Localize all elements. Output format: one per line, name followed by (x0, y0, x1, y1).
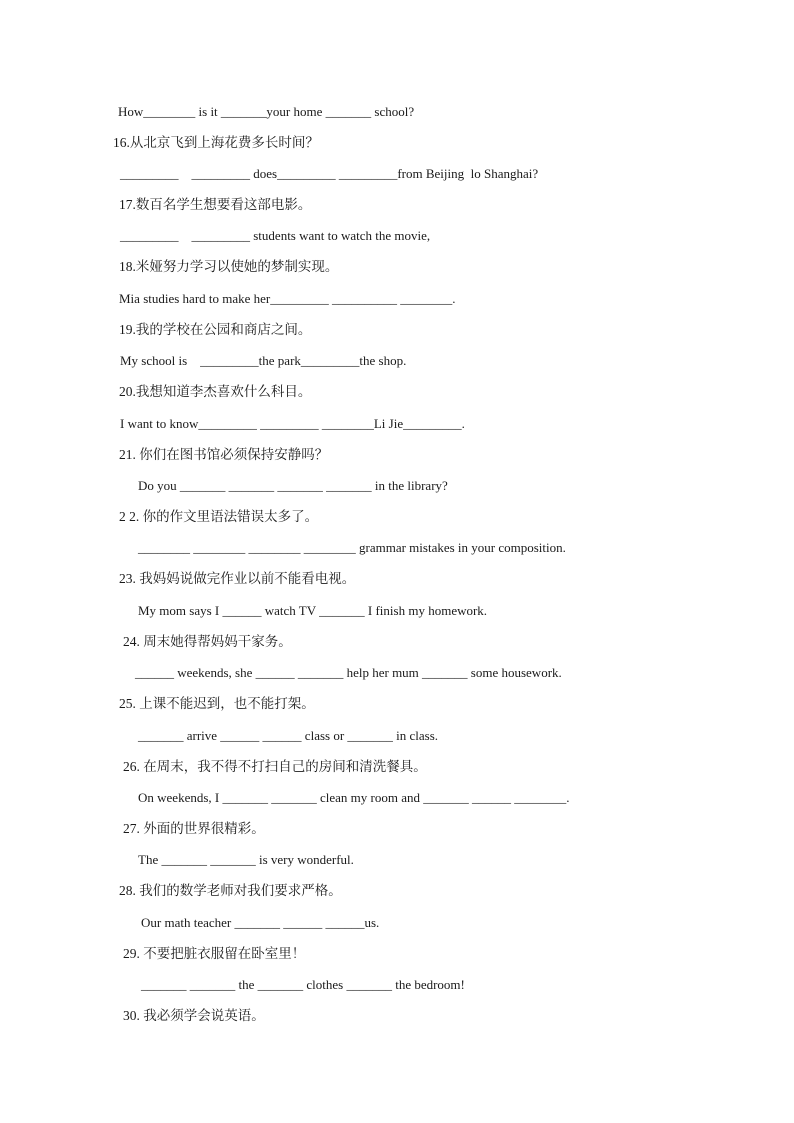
q27-english: The _______ _______ is very wonderful. (138, 852, 354, 867)
q16-chinese: 16.从北京飞到上海花费多长时间？ (113, 135, 319, 150)
q26-chinese: 26. 在周末，我不得不打扫自己的房间和清洗餐具。 (123, 759, 427, 774)
q26-english: On weekends, I _______ _______ clean my room and _______ ______ ________. (138, 790, 570, 805)
q20-chinese: 20.我想知道李杰喜欢什么科目。 (119, 384, 312, 399)
q17-english: _________ _________ students want to watch the movie, (120, 228, 431, 243)
q19-chinese: 19.我的学校在公园和商店之间。 (119, 322, 312, 337)
q22-chinese: 2 2. 你的作文里语法错误太多了。 (119, 509, 319, 524)
q25-english: _______ arrive ______ ______ class or _______ in class. (138, 728, 439, 743)
q17-chinese: 17.数百名学生想要看这部电影。 (119, 197, 312, 212)
q24-chinese: 24. 周末她得帮妈妈干家务。 (123, 634, 292, 649)
q29-english: _______ _______ the _______ clothes _______ the bedroom! (141, 977, 465, 992)
q29-chinese: 29. 不要把脏衣服留在卧室里！ (123, 946, 306, 961)
q25-chinese: 25. 上课不能迟到，也不能打架。 (119, 696, 315, 711)
q19-english: My school is _________the park_________the shop. (120, 353, 407, 368)
q15-english: How________ is it _______your home _______ school? (118, 104, 415, 119)
q27-chinese: 27. 外面的世界很精彩。 (123, 821, 265, 836)
q18-chinese: 18.米娅努力学习以使她的梦制实现。 (119, 259, 339, 274)
q22-english: ________ ________ ________ ________ grammar mistakes in your composition. (138, 540, 566, 555)
q20-english: I want to know_________ _________ ________Li Jie_________. (120, 416, 465, 431)
q18-english: Mia studies hard to make her_________ __________ ________. (119, 291, 456, 306)
q21-english: Do you _______ _______ _______ _______ in the library? (138, 478, 448, 493)
q23-english: My mom says I ______ watch TV _______ I finish my homework. (138, 603, 488, 618)
q30-chinese: 30. 我必须学会说英语。 (123, 1008, 265, 1023)
q16-english: _________ _________ does_________ _________from Beijing lo Shanghai? (120, 166, 539, 181)
q23-chinese: 23. 我妈妈说做完作业以前不能看电视。 (119, 571, 356, 586)
q28-chinese: 28. 我们的数学老师对我们要求严格。 (119, 883, 342, 898)
q24-english: ______ weekends, she ______ _______ help her mum _______ some housework. (135, 665, 562, 680)
q28-english: Our math teacher _______ ______ ______us. (141, 915, 380, 930)
q21-chinese: 21. 你们在图书馆必须保持安静吗？ (119, 447, 329, 462)
